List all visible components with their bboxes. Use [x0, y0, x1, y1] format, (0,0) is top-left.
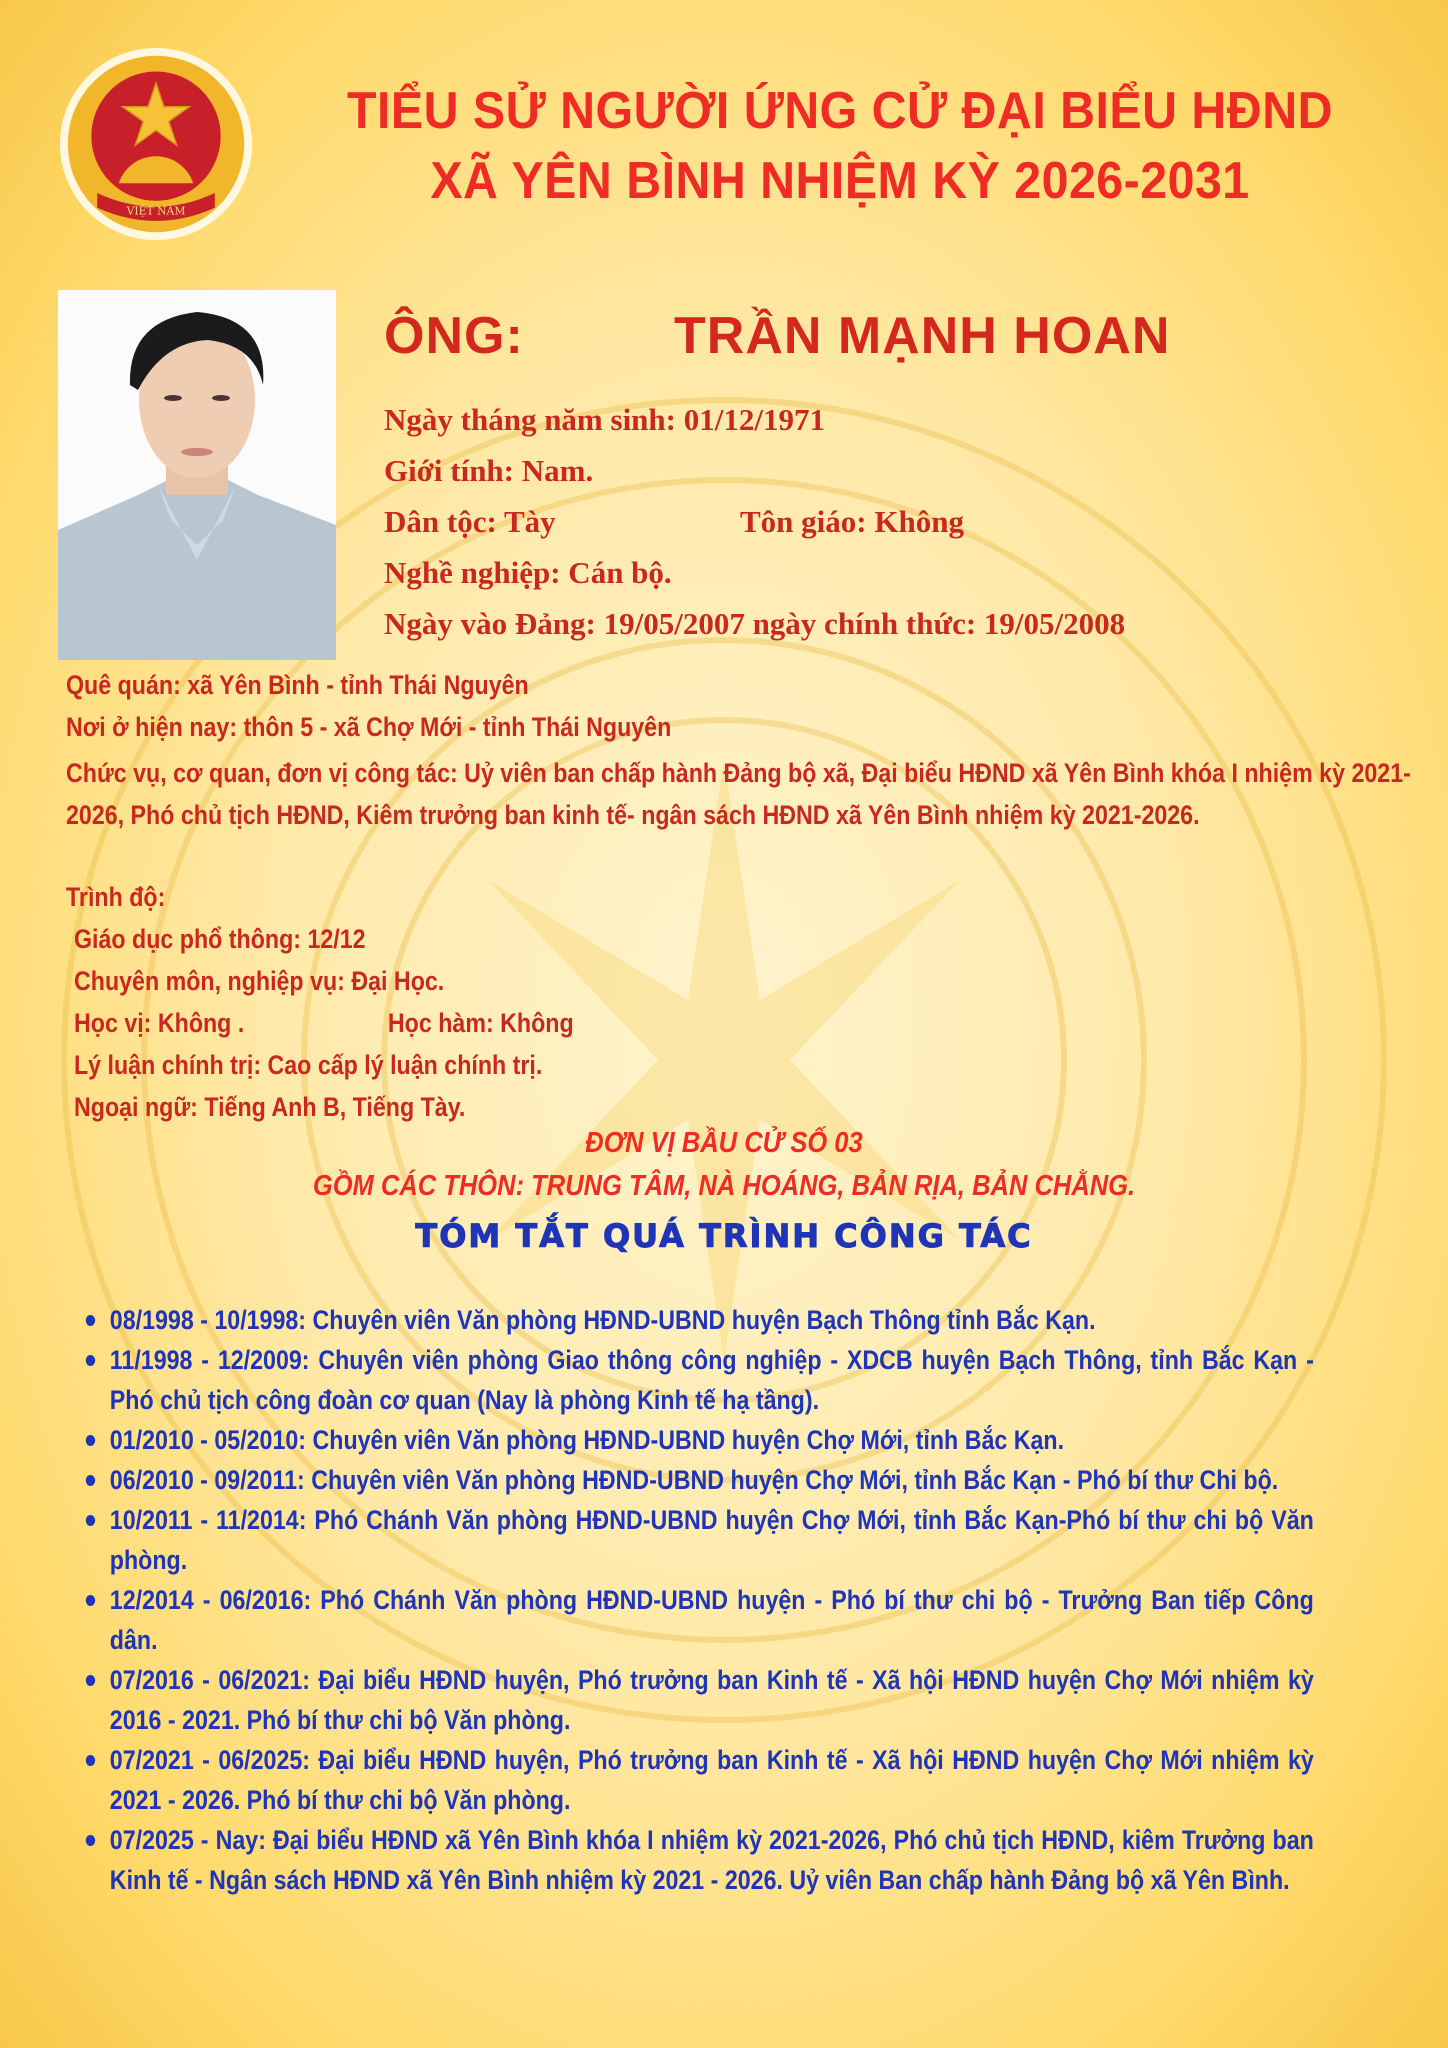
work-history-list [84, 1300, 1314, 1900]
national-emblem-icon [58, 46, 254, 242]
residence: Nơi ở hiện nay: thôn 5 - xã Chợ Mới - tỉnh Thái Nguyên [66, 712, 672, 742]
political-theory: Lý luận chính trị: Cao cấp lý luận chính trị. [74, 1050, 543, 1080]
emblem-text: VIỆT NAM [126, 204, 186, 218]
bullet-icon [86, 1515, 95, 1526]
title-line-2: XÃ YÊN BÌNH NHIỆM KỲ 2026-2031 [430, 152, 1250, 210]
party-membership: Ngày vào Đảng: 19/05/2007 ngày chính thức: 19/05/2008 [384, 606, 1126, 641]
work-history-item: 11/1998 - 12/2009: Chuyên viên phòng Giao thông công nghiệp - XDCB huyện Bạch Thông, tỉnh Bắc Kạn - Phó chủ tịch công đoàn cơ quan (Nay là phòng Kinh tế hạ tầng). [84, 1340, 1314, 1420]
education-label: Trình độ: [66, 882, 166, 912]
work-history-item: 07/2016 - 06/2021: Đại biểu HĐND huyện, Phó trưởng ban Kinh tế - Xã hội HĐND huyện Chợ Mới nhiệm kỳ 2016 - 2021. Phó bí thư chi bộ Văn phòng. [84, 1660, 1314, 1740]
ethnicity: Dân tộc: Tày [384, 504, 556, 539]
work-history-title: TÓM TẮT QUÁ TRÌNH CÔNG TÁC [415, 1217, 1033, 1255]
bullet-icon [86, 1675, 95, 1686]
professional-qualification: Chuyên môn, nghiệp vụ: Đại Học. [74, 966, 445, 996]
salutation: ÔNG: [384, 307, 524, 365]
constituency-unit: ĐƠN VỊ BẦU CỬ SỐ 03 [585, 1127, 863, 1159]
bullet-icon [86, 1595, 95, 1606]
candidate-name: TRẦN MẠNH HOAN [674, 307, 1171, 365]
religion: Tôn giáo: Không [740, 504, 964, 539]
work-history-item: 07/2025 - Nay: Đại biểu HĐND xã Yên Bình khóa I nhiệm kỳ 2021-2026, Phó chủ tịch HĐND, kiêm Trưởng ban Kinh tế - Ngân sách HĐND xã Yên Bình nhiệm kỳ 2021 - 2026. Uỷ viên Ban chấp hành Đảng bộ xã Yên Bình. [84, 1820, 1314, 1900]
foreign-languages: Ngoại ngữ: Tiếng Anh B, Tiếng Tày. [74, 1092, 466, 1122]
candidate-portrait [58, 290, 336, 660]
work-history-item: 07/2021 - 06/2025: Đại biểu HĐND huyện, Phó trưởng ban Kinh tế - Xã hội HĐND huyện Chợ Mới nhiệm kỳ 2021 - 2026. Phó bí thư chi bộ Văn phòng. [84, 1740, 1314, 1820]
bullet-icon [86, 1835, 95, 1846]
academic-title: Học hàm: Không [387, 1008, 574, 1038]
occupation: Nghề nghiệp: Cán bộ. [384, 555, 672, 590]
ethnicity-religion-row [384, 504, 964, 540]
birth-date: Ngày tháng năm sinh: 01/12/1971 [384, 402, 825, 437]
constituency-villages: GỒM CÁC THÔN: TRUNG TÂM, NÀ HOÁNG, BẢN RỊA, BẢN CHẰNG. [312, 1170, 1136, 1202]
bullet-icon [86, 1355, 95, 1366]
bullet-icon [86, 1315, 95, 1326]
degree-row [74, 1008, 574, 1039]
work-history-item: 06/2010 - 09/2011: Chuyên viên Văn phòng HĐND-UBND huyện Chợ Mới, tỉnh Bắc Kạn - Phó bí thư Chi bộ. [84, 1460, 1314, 1500]
work-history-item: 10/2011 - 11/2014: Phó Chánh Văn phòng HĐND-UBND huyện Chợ Mới, tỉnh Bắc Kạn-Phó bí thư chi bộ Văn phòng. [84, 1500, 1314, 1580]
bullet-icon [86, 1475, 95, 1486]
page-title [310, 76, 1370, 216]
general-education: Giáo dục phổ thông: 12/12 [74, 924, 366, 954]
academic-degree: Học vị: Không . [74, 1008, 245, 1038]
work-history-item: 08/1998 - 10/1998: Chuyên viên Văn phòng HĐND-UBND huyện Bạch Thông tỉnh Bắc Kạn. [84, 1300, 1314, 1340]
work-history-item: 12/2014 - 06/2016: Phó Chánh Văn phòng HĐND-UBND huyện - Phó bí thư chi bộ - Trưởng Ban tiếp Công dân. [84, 1580, 1314, 1660]
current-position: Chức vụ, cơ quan, đơn vị công tác: Uỷ viên ban chấp hành Đảng bộ xã, Đại biểu HĐND xã Yên Bình khóa I nhiệm kỳ 2021-2026, Phó chủ tịch HĐND, Kiêm trưởng ban kinh tế- ngân sách HĐND xã Yên Bình nhiệm kỳ 2021-2026. [66, 758, 1411, 830]
title-line-1: TIỂU SỬ NGƯỜI ỨNG CỬ ĐẠI BIỂU HĐND [347, 82, 1333, 140]
gender: Giới tính: Nam. [384, 453, 594, 488]
hometown: Quê quán: xã Yên Bình - tỉnh Thái Nguyên [66, 670, 529, 700]
bullet-icon [86, 1435, 95, 1446]
work-history-item: 01/2010 - 05/2010: Chuyên viên Văn phòng HĐND-UBND huyện Chợ Mới, tỉnh Bắc Kạn. [84, 1420, 1314, 1460]
bullet-icon [86, 1755, 95, 1766]
